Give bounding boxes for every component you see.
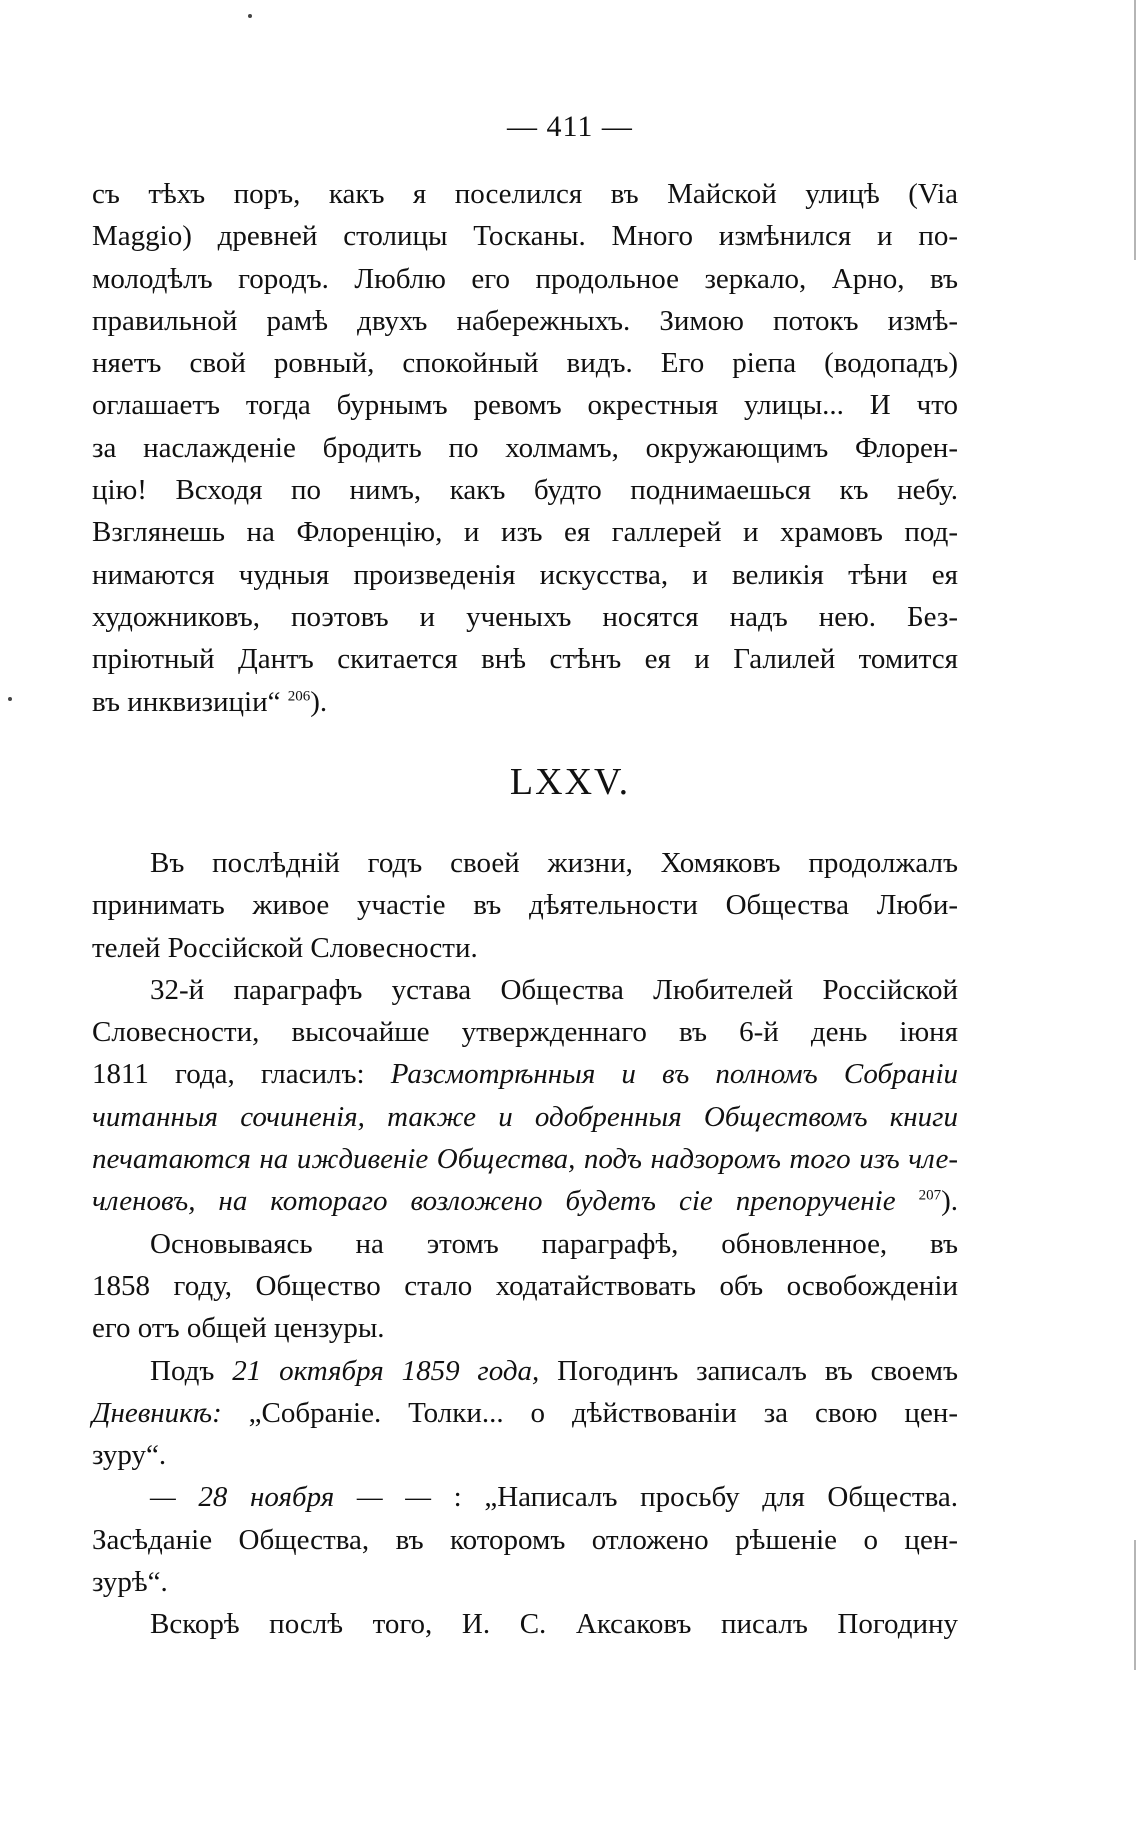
paragraph [92,1476,958,1603]
text-line: его отъ общей цензуры. [92,1312,385,1345]
text-run: Подъ [150,1354,215,1387]
text-line: Засѣданіе Общества, въ которомъ отложено рѣшеніе о цен- [92,1523,958,1556]
italic-quote: Разсмотрѣнныя и въ полномъ Собраніи [390,1058,959,1091]
italic-date: — 28 ноября — — [150,1481,432,1514]
italic-title: Дневникѣ: [92,1396,222,1429]
footnote-ref-207: 207 [918,1187,942,1204]
quote-text: въ инквизиціи“ [92,685,281,718]
text-line: пріютный Дантъ скитается внѣ стѣнъ ея и Галилей томится [92,643,958,676]
text-line [92,1053,958,1095]
text-run: Погодинъ записалъ въ своемъ [557,1354,959,1387]
text-line: нимаются чудныя произведенія искусства, и великія тѣни ея [92,558,958,591]
page-edge-shadow [1134,1540,1136,1670]
text-run: : „Написалъ просьбу для Общества. [453,1481,958,1514]
page-number: — 411 — [507,110,633,143]
text-run: „Собраніе. Толки... о дѣйствованіи за свою цен- [248,1396,958,1429]
text-line [92,1180,958,1222]
text-line: Вскорѣ послѣ того, И. С. Аксаковъ писалъ Погодину [150,1608,958,1641]
text-line: художниковъ, поэтовъ и ученыхъ носятся надъ нею. Без- [92,600,958,633]
paragraph [92,1223,958,1350]
italic-quote: членовъ, на котораго возложено будетъ сіе препорученіе [92,1185,896,1218]
text-line: принимать живое участіе въ дѣятельности Общества Люби- [92,889,958,922]
print-speck [248,14,252,18]
continued-paragraph [92,173,958,723]
italic-quote: читанныя сочиненія, также и одобренныя Обществомъ книги [92,1100,958,1133]
text-line: съ тѣхъ поръ, какъ я поселился въ Майской улицѣ (Via [92,178,958,210]
text-line: 32-й параграфъ устава Общества Любителей Россійской [150,973,958,1006]
text-line: Взглянешь на Флоренцію, и изъ ея галлерей и храмовъ под- [92,516,958,549]
text-line: Словесности, высочайше утвержденнаго въ 6-й день іюня [92,1016,958,1049]
text-line [92,1392,958,1434]
text-line: за наслажденіе бродить по холмамъ, окружающимъ Флорен- [92,431,958,464]
paragraph [92,1350,958,1477]
print-speck [8,697,12,701]
text-line: оглашаетъ тогда бурнымъ ревомъ окрестныя улицы... И что [92,389,958,422]
italic-date: 21 октября 1859 года, [232,1354,540,1387]
text-line [92,1476,958,1518]
text-line: зуру“. [92,1439,167,1472]
paragraph [92,969,958,1223]
text-line: молодѣлъ городъ. Люблю его продольное зеркало, Арно, въ [92,262,958,295]
text-line: Основываясь на этомъ параграфѣ, обновленное, въ [150,1227,958,1260]
text-line: Въ послѣдній годъ своей жизни, Хомяковъ продолжалъ [150,847,958,879]
paragraph [92,842,958,969]
text-line: Maggio) древней столицы Тосканы. Много измѣнился и по- [92,220,958,253]
text-line [92,1096,958,1138]
text-run: 1811 года, гласилъ: [92,1058,365,1091]
text-line: правильной рамѣ двухъ набережныхъ. Зимою потокъ измѣ- [92,304,958,337]
text-line [92,681,958,723]
punctuation: ). [310,685,328,718]
text-line [92,1138,958,1180]
footnote-ref-206: 206 [287,687,311,704]
text-line: цію! Всходя по нимъ, какъ будто поднимаешься къ небу. [92,474,958,507]
section-heading: LXXV. [509,761,631,803]
punctuation: ). [941,1185,958,1218]
text-line: зурѣ“. [92,1566,168,1599]
text-line [92,1350,958,1392]
text-line: 1858 году, Общество стало ходатайствовать объ освобожденіи [92,1269,958,1302]
section-body [92,842,958,1646]
text-line: няетъ свой ровный, спокойный видъ. Его ріепа (водопадъ) [92,347,958,380]
paragraph [92,1603,958,1645]
text-line: телей Россійской Словесности. [92,931,478,964]
italic-quote: печатаются на иждивеніе Общества, подъ надзоромъ того изъ чле- [92,1143,958,1176]
